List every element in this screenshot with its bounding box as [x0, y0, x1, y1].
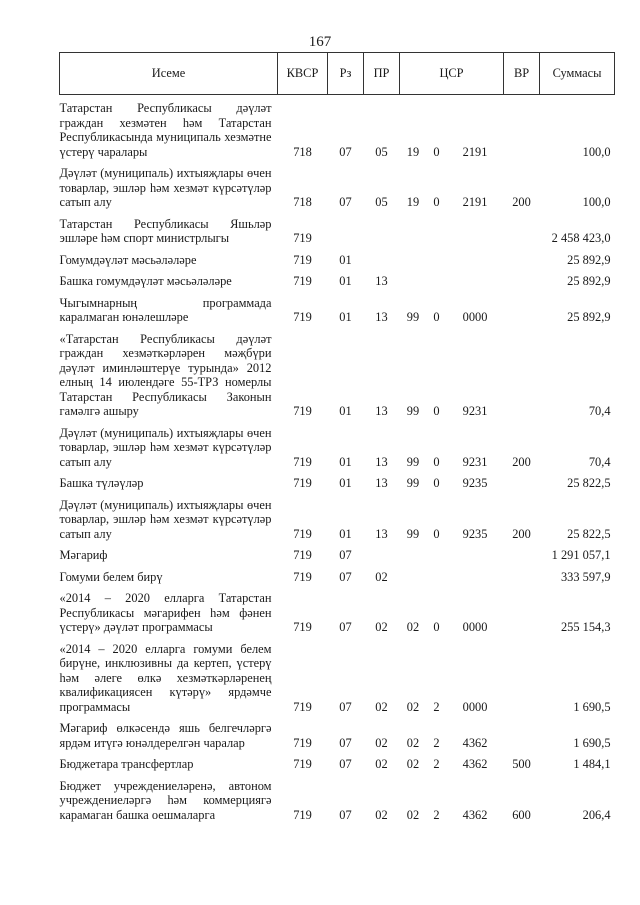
row-amount: 25 892,9: [567, 274, 611, 288]
row-csr-program: [400, 268, 427, 290]
row-csr-program: 99: [406, 404, 420, 418]
row-csr-subprogram: [427, 211, 447, 247]
row-pr: 13: [375, 404, 388, 418]
row-csr-program: 99: [406, 526, 420, 541]
row-pr: [364, 211, 400, 247]
row-rz: 01: [339, 310, 352, 324]
header-pr: ПР: [364, 53, 400, 95]
row-csr-program: 02: [406, 699, 420, 714]
row-pr: 02: [375, 757, 388, 771]
row-csr-subprogram: 2: [433, 699, 440, 714]
row-csr-program: 99: [406, 454, 420, 469]
row-name: «2014 – 2020 елларга Татарстан Республикасы мәгарифен һәм фәнен үстерү» дәүләт программасы: [59, 591, 272, 634]
row-amount: 206,4: [582, 807, 611, 822]
row-kvsr: 719: [293, 569, 312, 584]
row-csr-program: 99: [406, 310, 420, 324]
table-row: [60, 326, 615, 420]
row-amount: 100,0: [582, 144, 611, 159]
row-vr: 200: [512, 454, 531, 469]
row-name: Башка гомумдәүләт мәсьәләләре: [59, 274, 232, 288]
row-rz: 01: [339, 476, 352, 490]
row-vr: [504, 95, 540, 161]
row-csr-direction: 9235: [462, 476, 488, 490]
row-vr: [504, 715, 540, 751]
row-name: Мәгариф өлкәсендә яшь белгечләргә ярдәм итүгә юнәлдерелгән чаралар: [59, 721, 272, 750]
row-vr: [504, 470, 540, 492]
row-name: Чыгымнарның программада каралмаган юнәлешләре: [59, 295, 272, 324]
row-kvsr: 719: [293, 476, 312, 490]
row-csr-direction: 0000: [462, 699, 488, 714]
budget-table: [59, 52, 615, 823]
row-name: Татарстан Республикасы Яшьләр эшләре һәм спорт министрлыгы: [59, 216, 272, 245]
row-rz: 07: [339, 735, 352, 750]
row-rz: 07: [339, 144, 352, 159]
row-amount: 1 484,1: [573, 757, 611, 771]
row-rz: 01: [339, 404, 352, 418]
row-csr-subprogram: 2: [433, 735, 440, 750]
row-csr-direction: [447, 211, 504, 247]
row-rz: 07: [339, 757, 352, 771]
row-rz: 07: [339, 548, 352, 562]
row-csr-program: 19: [406, 144, 420, 159]
row-pr: 02: [375, 620, 388, 634]
table-row: [60, 492, 615, 543]
row-pr: [364, 542, 400, 564]
row-amount: 255 154,3: [560, 620, 611, 634]
row-kvsr: 719: [293, 757, 312, 771]
row-csr-subprogram: 0: [433, 195, 440, 209]
header-rz: Рз: [328, 53, 364, 95]
table-row: [60, 564, 615, 586]
row-vr: [504, 290, 540, 326]
row-csr-direction: 2191: [462, 195, 488, 209]
row-vr: [504, 542, 540, 564]
row-pr: 13: [375, 476, 388, 490]
table-row: [60, 160, 615, 211]
row-amount: 100,0: [582, 195, 611, 209]
row-csr-program: [400, 564, 427, 586]
row-kvsr: 719: [293, 252, 312, 267]
row-name: Башка түләүләр: [59, 476, 144, 490]
header-vr: ВР: [504, 53, 540, 95]
table-row: [60, 268, 615, 290]
row-csr-program: 02: [406, 757, 420, 771]
row-amount: 333 597,9: [560, 569, 611, 584]
row-pr: 05: [375, 195, 388, 209]
table-row: [60, 247, 615, 269]
row-csr-direction: [447, 268, 504, 290]
row-vr: 600: [512, 807, 531, 822]
row-csr-subprogram: [427, 268, 447, 290]
table-row: [60, 95, 615, 161]
row-kvsr: 718: [293, 144, 312, 159]
row-amount: 70,4: [588, 454, 611, 469]
row-csr-subprogram: [427, 542, 447, 564]
row-kvsr: 719: [293, 274, 312, 288]
row-pr: 05: [375, 144, 388, 159]
row-rz: 07: [339, 195, 352, 209]
table-row: [60, 420, 615, 471]
row-kvsr: 719: [293, 699, 312, 714]
row-rz: [328, 211, 364, 247]
row-amount: 25 892,9: [567, 310, 611, 324]
row-csr-direction: [447, 542, 504, 564]
row-csr-direction: [447, 247, 504, 269]
row-amount: 1 690,5: [573, 699, 611, 714]
row-amount: 25 892,9: [567, 252, 611, 267]
row-pr: 02: [375, 807, 388, 822]
table-row: [60, 470, 615, 492]
header-csr: ЦСР: [400, 53, 504, 95]
row-amount: 70,4: [588, 404, 611, 418]
row-amount: 2 458 423,0: [551, 231, 611, 245]
row-csr-subprogram: [427, 564, 447, 586]
row-csr-program: 19: [406, 195, 420, 209]
row-name: Бюджетара трансфертлар: [59, 757, 194, 771]
row-csr-direction: 9231: [462, 404, 488, 418]
row-csr-direction: 4362: [462, 735, 488, 750]
row-rz: 07: [339, 569, 352, 584]
row-pr: 13: [375, 454, 388, 469]
row-vr: [504, 326, 540, 420]
row-vr: 500: [512, 757, 531, 771]
row-kvsr: 719: [293, 454, 312, 469]
row-pr: 02: [375, 569, 388, 584]
row-csr-subprogram: 0: [433, 404, 440, 418]
row-name: Гомумдәүләт мәсьәләләре: [59, 252, 197, 267]
row-vr: 200: [512, 526, 531, 541]
table-header-row: [60, 53, 615, 95]
row-name: «2014 – 2020 елларга гомуми белем бирүне, инклюзивны да кертеп, үстерү һәм әлеге өлкә хезмәткәрләренең квалификациясен күтәрү» ярдәмче программасы: [59, 641, 272, 714]
table-row: [60, 715, 615, 751]
row-kvsr: 718: [293, 195, 312, 209]
row-vr: [504, 585, 540, 636]
row-kvsr: 719: [293, 526, 312, 541]
row-kvsr: 719: [293, 735, 312, 750]
row-pr: 02: [375, 735, 388, 750]
row-name: «Татарстан Республикасы дәүләт граждан хезмәткәрләрен мәҗбүри дәүләт иминләштерүе турында» 2012 елның 14 июлендәге 55-ТРЗ номерлы Татарстан Республикасы Законын гамәлгә ашыру: [59, 331, 272, 418]
row-csr-program: 02: [406, 620, 420, 634]
row-csr-subprogram: [427, 247, 447, 269]
table-row: [60, 636, 615, 716]
row-amount: 25 822,5: [567, 526, 611, 541]
row-rz: 01: [339, 454, 352, 469]
row-csr-program: 99: [406, 476, 420, 490]
row-kvsr: 719: [293, 231, 312, 245]
row-rz: 01: [339, 252, 352, 267]
row-csr-program: [400, 542, 427, 564]
row-pr: 13: [375, 310, 388, 324]
row-csr-subprogram: 0: [433, 526, 440, 541]
row-amount: 1 690,5: [573, 735, 611, 750]
table-row: [60, 585, 615, 636]
row-csr-direction: 0000: [462, 620, 488, 634]
row-vr: [504, 268, 540, 290]
table-row: [60, 211, 615, 247]
table-row: [60, 773, 615, 824]
row-pr: 02: [375, 699, 388, 714]
row-vr: [504, 636, 540, 716]
table-row: [60, 751, 615, 773]
row-rz: 07: [339, 699, 352, 714]
row-rz: 01: [339, 526, 352, 541]
row-kvsr: 719: [293, 404, 312, 418]
row-name: Гомуми белем бирү: [59, 569, 163, 584]
header-amount: Суммасы: [540, 53, 615, 95]
row-pr: 13: [375, 526, 388, 541]
row-csr-program: 02: [406, 735, 420, 750]
row-name: Бюджет учреждениеләренә, автоном учреждениеләргә һәм коммерциягә карамаган башка оешмаларга: [59, 778, 272, 822]
row-csr-subprogram: 0: [433, 144, 440, 159]
row-pr: 13: [375, 274, 388, 288]
row-csr-program: 02: [406, 807, 420, 822]
header-name: Исеме: [60, 53, 278, 95]
row-kvsr: 719: [293, 548, 312, 562]
row-vr: [504, 247, 540, 269]
row-name: Татарстан Республикасы дәүләт граждан хезмәтен һәм Татарстан Республикасында муниципаль хезмәтне үстерү чаралары: [59, 101, 272, 159]
row-amount: 1 291 057,1: [551, 548, 611, 562]
row-name: Мәгариф: [59, 548, 108, 562]
row-vr: [504, 564, 540, 586]
row-csr-subprogram: 0: [433, 454, 440, 469]
row-csr-subprogram: 0: [433, 620, 440, 634]
row-name: Дәүләт (муниципаль) ихтыяҗлары өчен товарлар, эшләр һәм хезмәт күрсәтүләр сатып алу: [59, 497, 272, 541]
table-body: [60, 95, 615, 824]
page-number: 167: [308, 34, 332, 50]
row-csr-subprogram: 2: [433, 807, 440, 822]
row-csr-subprogram: 0: [433, 310, 440, 324]
header-kvsr: КВСР: [278, 53, 328, 95]
table-row: [60, 542, 615, 564]
row-rz: 07: [339, 620, 352, 634]
row-vr: [504, 211, 540, 247]
row-kvsr: 719: [293, 807, 312, 822]
row-name: Дәүләт (муниципаль) ихтыяҗлары өчен товарлар, эшләр һәм хезмәт күрсәтүләр сатып алу: [59, 166, 272, 209]
row-kvsr: 719: [293, 310, 312, 324]
row-csr-program: [400, 211, 427, 247]
row-csr-direction: 0000: [462, 310, 488, 324]
table-row: [60, 290, 615, 326]
row-kvsr: 719: [293, 620, 312, 634]
row-csr-direction: 4362: [462, 757, 488, 771]
row-csr-direction: [447, 564, 504, 586]
row-csr-direction: 2191: [462, 144, 488, 159]
row-vr: 200: [512, 195, 531, 209]
row-csr-direction: 9235: [462, 526, 488, 541]
row-csr-program: [400, 247, 427, 269]
row-name: Дәүләт (муниципаль) ихтыяҗлары өчен товарлар, эшләр һәм хезмәт күрсәтүләр сатып алу: [59, 425, 272, 469]
row-csr-direction: 9231: [462, 454, 488, 469]
row-csr-subprogram: 0: [433, 476, 440, 490]
row-pr: [364, 247, 400, 269]
row-amount: 25 822,5: [567, 476, 611, 490]
row-csr-direction: 4362: [462, 807, 488, 822]
row-csr-subprogram: 2: [433, 757, 440, 771]
row-rz: 07: [339, 807, 352, 822]
row-rz: 01: [339, 274, 352, 288]
